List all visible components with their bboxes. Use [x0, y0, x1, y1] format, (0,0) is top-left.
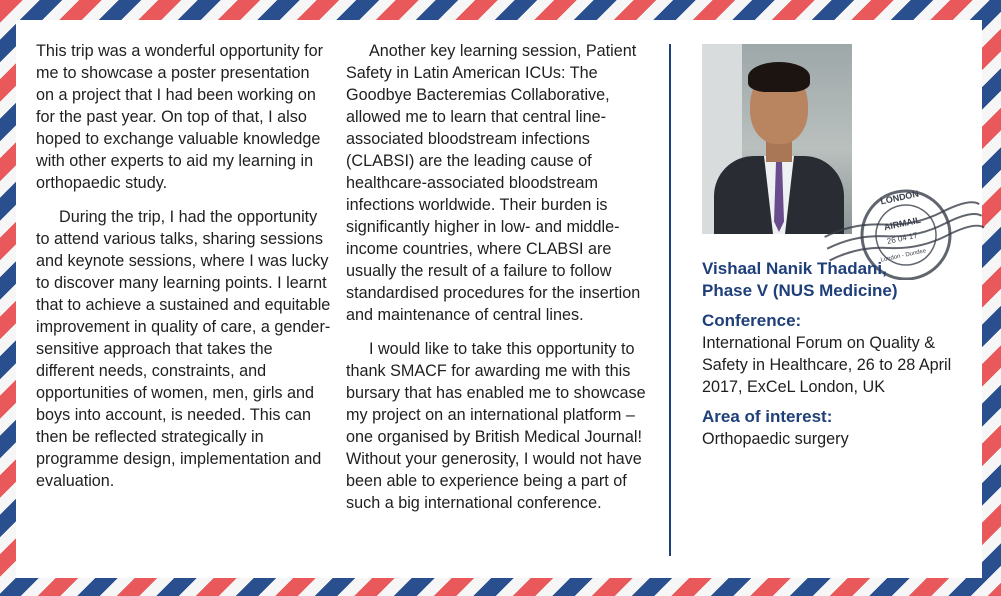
paragraph: During the trip, I had the opportunity to attend various talks, sharing sessions and keynote sessions, where I was lucky to discover many learning points. I learnt that to achieve a sustained and equitable improvement in quality of care, a gender-sensitive approach that takes the different needs, constraints, and opportunities of women, men, girls and boys into account, is needed. This can then be reflected strategically in programme design, implementation and evaluation. — [36, 208, 331, 490]
column-divider — [669, 44, 671, 556]
paragraph: This trip was a wonderful opportunity for me to showcase a poster presentation on a project that I had been working on for the past year. On top of that, I also hoped to exchange valuable knowledge with other experts to aid my learning in orthopaedic study. — [36, 42, 324, 192]
profile-name: Vishaal Nanik Thadani, — [702, 259, 887, 278]
interest-value: Orthopaedic surgery — [702, 430, 849, 448]
conference-value: International Forum on Quality & Safety in Healthcare, 26 to 28 April 2017, ExCeL London, UK — [702, 334, 952, 396]
stamp-bottom-text: London - Dundee — [880, 248, 927, 264]
interest-label: Area of interest: — [702, 407, 833, 426]
letter-card — [16, 20, 982, 578]
stamp-date-text: 26 04 17 — [886, 230, 919, 247]
paragraph: Another key learning session, Patient Safety in Latin American ICUs: The Goodbye Bacteremias Collaborative, allowed me to learn that central line-associated bloodstream infections (CLABSI) are the leading cause of healthcare-associated bloodstream infections worldwide. Their burden is significantly higher in low- and middle-income countries, where CLABSI are usually the result of a failure to follow standardised procedures for the insertion and maintenance of central lines. — [346, 42, 641, 324]
stamp-top-text: LONDON — [879, 188, 920, 207]
profile-info — [702, 258, 970, 450]
text-column-2 — [346, 40, 652, 514]
paragraph: I would like to take this opportunity to thank SMACF for awarding me with this bursary that has enabled me to showcase my project on an international platform – one organised by British Medical Journal! Without your generosity, I would not have been able to experience being a part of such a big international conference. — [346, 340, 646, 512]
photo-hair — [748, 62, 810, 92]
conference-label: Conference: — [702, 311, 802, 330]
stamp-middle-text: AIRMAIL — [882, 214, 922, 233]
profile-phase: Phase V (NUS Medicine) — [702, 281, 898, 300]
text-column-1 — [36, 40, 331, 492]
